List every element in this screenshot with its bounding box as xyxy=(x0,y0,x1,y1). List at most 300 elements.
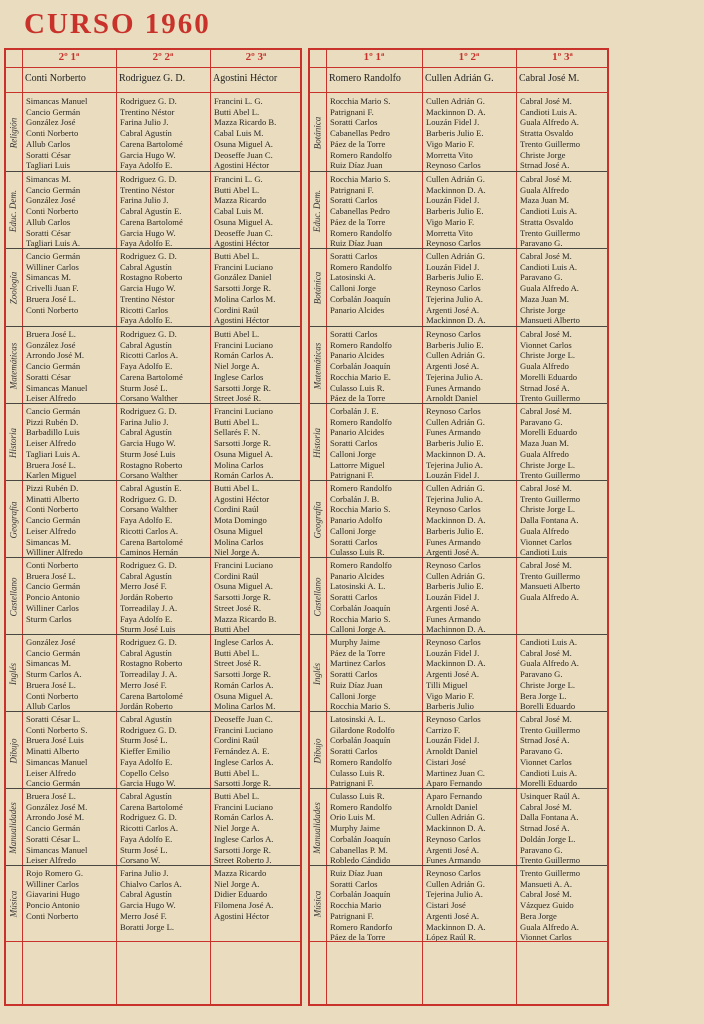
student-name: Cancio Germán xyxy=(26,106,81,117)
student-name: Francini L. G. xyxy=(214,174,263,184)
student-name: Cabral Agustín xyxy=(120,791,172,801)
student-name: Trento Guillermo xyxy=(520,470,581,481)
student-name: Sturm José Luis xyxy=(120,624,176,635)
subject-name: Geografía xyxy=(312,501,322,538)
student-name: Butti Abel L. xyxy=(214,184,260,195)
student-name: Butti Abel L. xyxy=(214,329,260,339)
student-name: Trento Guillermo xyxy=(520,868,581,878)
student-name: Cabral Agustín xyxy=(120,128,172,139)
student-name: Cabral Agustín E. xyxy=(120,206,182,217)
student-name: Reynoso Carlos xyxy=(426,637,481,647)
student-name: Soratti Carlos xyxy=(330,195,378,206)
student-name: Louzán Fidel J. xyxy=(426,647,480,658)
student-name: Orio Luis M. xyxy=(330,812,376,823)
student-name: Jordán Roberto xyxy=(120,592,173,603)
student-name: Farina Julio J. xyxy=(120,416,169,427)
student-name: Rodriguez G. D. xyxy=(120,724,177,735)
student-name: Barberis Julio E. xyxy=(426,128,484,139)
student-name: Rocchia Mario S. xyxy=(330,96,391,106)
student-name: Cabral Agustín xyxy=(120,889,172,900)
student-name: Louzán Fidel J. xyxy=(426,735,480,746)
student-name: Rodriguez G. D. xyxy=(120,812,177,823)
student-name: Cistari José xyxy=(426,756,466,767)
student-name: Agostini Héctor xyxy=(214,238,270,249)
student-list-cell xyxy=(326,866,422,942)
student-name: Candioti Luis xyxy=(520,547,568,558)
subject-label xyxy=(4,866,22,942)
student-list-cell xyxy=(210,712,302,789)
subject-label xyxy=(308,712,326,789)
student-name: Rocchia Mario S. xyxy=(330,701,391,712)
subject-label xyxy=(4,635,22,712)
student-name: Faya Adolfo E. xyxy=(120,613,173,624)
student-name: Stratta Osvaldo xyxy=(520,128,574,139)
student-name: Cullen Adrián G. xyxy=(426,416,485,427)
student-name: Funes Armando xyxy=(426,536,481,547)
student-name: Latosinski A. L. xyxy=(330,714,386,724)
student-name: Murphy Jaime xyxy=(330,637,380,647)
student-name: Louzán Fidel J. xyxy=(426,117,480,128)
subject-name: Geografía xyxy=(8,501,18,538)
student-name: Reynoso Carlos xyxy=(426,283,481,294)
student-name: Niel Jorge A. xyxy=(214,823,260,834)
student-name: Romero Randolfo xyxy=(330,560,392,570)
student-name: Niel Jorge A. xyxy=(214,361,260,372)
student-name: Vionnet Carlos xyxy=(520,932,572,942)
student-name: Bruera José L. xyxy=(26,791,76,801)
student-name: Francini Luciano xyxy=(214,339,273,350)
subject-name: Música xyxy=(8,890,18,918)
student-name: Maza Juan M. xyxy=(520,195,569,206)
student-name: Calloni Jorge xyxy=(330,525,376,536)
student-name: Cabral Agustín xyxy=(120,714,172,724)
student-name: Osuna Miguel A. xyxy=(214,690,273,701)
student-name: Street José R. xyxy=(214,658,262,669)
student-list-cell xyxy=(210,172,302,249)
student-list-cell xyxy=(422,327,516,404)
student-name: Cabral José M. xyxy=(520,96,572,106)
student-name: Vigo Mario F. xyxy=(426,690,475,701)
student-name: Conti Norberto xyxy=(26,560,79,570)
student-name: Aparo Fernando xyxy=(426,778,483,789)
student-name: Strnad José A. xyxy=(520,823,570,834)
student-name: Tagliari Luis A. xyxy=(26,448,81,459)
student-name: Faya Adolfo E. xyxy=(120,238,173,249)
column-header-grade: 2º 3ª xyxy=(245,51,267,63)
subject-label xyxy=(4,94,22,172)
student-name: Francini Luciano xyxy=(214,724,273,735)
student-list-cell xyxy=(326,635,422,712)
student-name: Sarsotti Jorge R. xyxy=(214,283,271,294)
student-name: González José xyxy=(26,637,76,647)
student-name: Cancio Germán xyxy=(26,515,81,526)
student-name: Crivelli Juan F. xyxy=(26,283,79,294)
student-name: Faya Adolfo E. xyxy=(120,315,173,326)
column-teacher-name: Cabral José M. xyxy=(519,73,580,84)
student-name: Stratta Osvaldo xyxy=(520,216,574,227)
row-rule xyxy=(308,941,609,942)
student-list-cell xyxy=(210,249,302,327)
student-name: Corbalán Joaquín xyxy=(330,602,391,613)
student-name: Soratti Carlos xyxy=(330,592,378,603)
student-name: Conti Norberto S. xyxy=(26,724,88,735)
student-list-cell xyxy=(22,558,116,635)
student-name: Butti Abel L. xyxy=(214,647,260,658)
student-name: Rocchia Mario S. xyxy=(330,613,391,624)
student-name: Strnad José A. xyxy=(520,160,570,171)
student-name: Romero Randolfo xyxy=(330,227,392,238)
student-name: Rodriguez G. D. xyxy=(120,493,177,504)
student-name: Soratti Carlos xyxy=(330,117,378,128)
student-list-cell xyxy=(210,404,302,481)
student-name: Cordini Raúl xyxy=(214,570,259,581)
student-name: Sarsotti Jorge R. xyxy=(214,778,271,789)
student-name: Inglese Carlos A. xyxy=(214,637,274,647)
student-name: Soratti César L. xyxy=(26,833,81,844)
student-name: Maza Juan M. xyxy=(520,438,569,449)
student-name: Tagliari Luis A. xyxy=(26,238,81,249)
student-name: Román Carlos A. xyxy=(214,679,274,690)
student-name: Patrignani F. xyxy=(330,184,374,195)
student-name: Farina Julio J. xyxy=(120,868,169,878)
student-name: Corbalán Joaquín xyxy=(330,833,391,844)
student-name: Conti Norberto xyxy=(26,690,79,701)
student-name: Cancio Germán xyxy=(26,184,81,195)
student-name: Street Roberto J. xyxy=(214,855,272,866)
student-name: Candioti Luis A. xyxy=(520,261,578,272)
student-name: Tejerina Julio A. xyxy=(426,889,483,900)
subject-label xyxy=(308,404,326,481)
student-name: Cabal Luis M. xyxy=(214,128,264,139)
student-name: Strnad José A. xyxy=(520,735,570,746)
student-name: Patrignani F. xyxy=(330,910,374,921)
student-name: Romero Randolfo xyxy=(330,261,392,272)
student-name: Dalla Fontana A. xyxy=(520,515,579,526)
student-name: Rodriguez G. D. xyxy=(120,329,177,339)
student-name: Rocchia Mario S. xyxy=(330,174,391,184)
subject-name: Castellano xyxy=(312,576,323,617)
student-name: Arrondo José M. xyxy=(26,350,85,361)
student-name: Cancio Germán xyxy=(26,778,81,789)
student-list-cell xyxy=(210,558,302,635)
subject-label xyxy=(308,94,326,172)
student-name: Christe Jorge xyxy=(520,149,566,160)
student-name: Barberis Julio E. xyxy=(426,206,484,217)
student-name: Ricotti Carlos A. xyxy=(120,525,179,536)
student-name: Mazza Ricardo xyxy=(214,195,267,206)
student-name: Fernández A. E. xyxy=(214,746,270,757)
student-name: Leiser Alfredo xyxy=(26,438,76,449)
subject-name: Historia xyxy=(312,427,323,458)
student-name: Sturm José L. xyxy=(120,382,168,393)
student-name: Páez de la Torre xyxy=(330,647,386,658)
student-name: Agostini Héctor xyxy=(214,315,270,326)
student-name: Deoseffe Juan C. xyxy=(214,149,273,160)
student-name: Garcia Hugo W. xyxy=(120,283,176,294)
student-name: Machinnon D. A. xyxy=(426,624,486,635)
student-name: Ruiz Díaz Juan xyxy=(330,160,383,171)
student-name: Soratti Carlos xyxy=(330,746,378,757)
student-name: Cullen Adrián G. xyxy=(426,483,485,493)
column-header-grade: 2º 1ª xyxy=(58,51,80,63)
student-name: Funes Armando xyxy=(426,427,481,438)
student-name: Minatti Alberto xyxy=(26,746,80,757)
student-list-cell xyxy=(326,327,422,404)
subject-label xyxy=(308,327,326,404)
student-name: Bera Jorge xyxy=(520,910,557,921)
page-title: CURSO 1960 xyxy=(24,8,211,40)
subject-name: Inglés xyxy=(8,662,18,685)
student-name: Carena Bartolomé xyxy=(120,216,183,227)
student-name: Sarsotti Jorge R. xyxy=(214,438,271,449)
student-name: Patrignani F. xyxy=(330,778,374,789)
student-name: Corsano Walther xyxy=(120,393,178,404)
student-name: Cancio Germán xyxy=(26,406,81,416)
student-name: Francini L. G. xyxy=(214,96,263,106)
student-name: Trentino Néstor xyxy=(120,106,175,117)
subject-label xyxy=(308,635,326,712)
student-name: Louzán Fidel J. xyxy=(426,195,480,206)
student-name: Simancas M. xyxy=(26,658,71,669)
student-name: Conti Norberto xyxy=(26,128,79,139)
student-name: Boratti Jorge L. xyxy=(120,921,175,932)
student-name: Rodriguez G. D. xyxy=(120,637,177,647)
student-name: Louzán Fidel J. xyxy=(426,470,480,481)
column-teacher-name: Agostini Héctor xyxy=(213,73,278,84)
student-name: Deoseffe Juan C. xyxy=(214,227,273,238)
student-name: Mazza Ricardo B. xyxy=(214,117,277,128)
student-name: Tagliari Luis xyxy=(26,160,71,171)
student-name: Garcia Hugo W. xyxy=(120,900,176,911)
student-name: Tejerina Julio A. xyxy=(426,493,483,504)
subject-name: Dibujo xyxy=(312,737,323,764)
column-header-grade: 1º 1ª xyxy=(363,51,385,63)
student-name: Pizzi Rubén D. xyxy=(26,483,79,493)
subject-name: Manualidades xyxy=(312,801,322,854)
student-name: Murphy Jaime xyxy=(330,823,380,834)
student-name: Rocchia Mario xyxy=(330,900,382,911)
column-header-grade: 1º 3ª xyxy=(552,51,573,63)
column-teacher-name: Romero Randolfo xyxy=(329,73,401,84)
student-name: Páez de la Torre xyxy=(330,138,386,149)
student-name: Faya Adolfo E. xyxy=(120,756,173,767)
student-name: Guala Alfredo xyxy=(520,525,569,536)
student-list-cell xyxy=(116,712,210,789)
student-name: Caminos Hernán xyxy=(120,547,178,558)
header-rule xyxy=(4,67,302,68)
student-name: Chialvo Carlos A. xyxy=(120,878,182,889)
student-list-cell xyxy=(210,94,302,172)
student-name: Corbalán Joaquín xyxy=(330,361,391,372)
header-rule xyxy=(4,92,302,93)
student-name: Rojo Romero G. xyxy=(26,868,84,878)
student-name: Argenti José A. xyxy=(426,547,480,558)
student-name: Cabral Agustín xyxy=(120,427,172,438)
student-name: Borelli Eduardo xyxy=(520,701,576,712)
student-name: Reynoso Carlos xyxy=(426,560,481,570)
student-name: Butti Abel L. xyxy=(214,251,260,261)
student-name: Romero Randolfo xyxy=(330,149,392,160)
student-name: Jordán Roberto xyxy=(120,701,173,712)
student-name: Allub Carlos xyxy=(26,138,71,149)
subject-name: Matemáticas xyxy=(8,342,18,389)
student-name: Bruera José L. xyxy=(26,293,76,304)
student-name: Strnad José A. xyxy=(520,382,570,393)
student-name: Bruera José Luis xyxy=(26,735,84,746)
student-name: Soratti Carlos xyxy=(330,536,378,547)
student-name: Morretta Vito xyxy=(426,227,473,238)
student-name: Cabral José M. xyxy=(520,889,572,900)
student-name: Usinquer Raúl A. xyxy=(520,791,580,801)
student-name: Carena Bartolomé xyxy=(120,536,183,547)
student-name: Garcia Hugo W. xyxy=(120,227,176,238)
student-list-cell xyxy=(116,481,210,558)
subject-label xyxy=(308,249,326,327)
student-name: Soratti Carlos xyxy=(330,329,378,339)
student-name: Romero Randolfo xyxy=(330,416,392,427)
student-name: Torreadilay J. A. xyxy=(120,669,178,680)
student-name: Guala Alfredo A. xyxy=(520,921,579,932)
student-list-cell xyxy=(116,558,210,635)
student-name: Cabral José M. xyxy=(520,251,572,261)
student-name: Carena Bartolomé xyxy=(120,371,183,382)
student-name: Cabanellas Pedro xyxy=(330,206,390,217)
student-name: Sarsotti Jorge R. xyxy=(214,844,271,855)
student-name: Cabral José M. xyxy=(520,329,572,339)
student-list-cell xyxy=(210,635,302,712)
subject-name: Inglés xyxy=(312,662,322,685)
student-name: Barberis Julio E. xyxy=(426,339,484,350)
student-name: Vionnet Carlos xyxy=(520,536,572,547)
column-header-grade: 2º 2ª xyxy=(152,51,174,63)
student-name: Argenti José A. xyxy=(426,602,480,613)
subject-name: Educ. Dem. xyxy=(8,189,18,232)
student-name: Deoseffe Juan C. xyxy=(214,714,273,724)
student-list-cell xyxy=(326,558,422,635)
student-name: Cordini Raúl xyxy=(214,735,259,746)
student-name: Cancio Germán xyxy=(26,251,81,261)
student-list-cell xyxy=(22,635,116,712)
student-name: Guala Alfredo xyxy=(520,184,569,195)
student-list-cell xyxy=(422,789,516,866)
student-name: Karlen Miguel xyxy=(26,470,77,481)
student-name: González Daniel xyxy=(214,272,272,283)
student-name: Cabanellas Pedro xyxy=(330,128,390,139)
student-name: Mackinnon D. A. xyxy=(426,823,486,834)
student-name: Calloni Jorge xyxy=(330,448,376,459)
student-name: Guala Alfredo A. xyxy=(520,658,579,669)
student-name: Reynoso Carlos xyxy=(426,238,481,249)
student-name: Morelli Eduardo xyxy=(520,778,578,789)
student-name: Conti Norberto xyxy=(26,304,79,315)
subject-label xyxy=(308,558,326,635)
student-name: Osuna Miguel A. xyxy=(214,448,273,459)
student-name: Leiser Alfredo xyxy=(26,767,76,778)
student-name: Reynoso Carlos xyxy=(426,868,481,878)
student-list-cell xyxy=(210,866,302,942)
student-list-cell xyxy=(116,249,210,327)
student-name: Christe Jorge L. xyxy=(520,459,575,470)
student-name: Inglese Carlos xyxy=(214,371,264,382)
student-name: Soratti Carlos xyxy=(330,669,378,680)
student-name: Merro José F. xyxy=(120,910,167,921)
student-name: Argenti José A. xyxy=(426,910,480,921)
student-list-cell xyxy=(516,481,609,558)
student-name: Paravano G. xyxy=(520,238,563,249)
student-name: Soratti César xyxy=(26,227,71,238)
student-name: Agostini Héctor xyxy=(214,910,270,921)
student-list-cell xyxy=(326,94,422,172)
student-list-cell xyxy=(422,635,516,712)
student-name: Bruera José L. xyxy=(26,570,76,581)
student-name: Conti Norberto xyxy=(26,206,79,217)
student-list-cell xyxy=(210,481,302,558)
student-list-cell xyxy=(516,172,609,249)
student-name: Sturm José L. xyxy=(120,735,168,746)
student-name: Paravano G. xyxy=(520,844,563,855)
student-name: Corsano W. xyxy=(120,855,161,866)
student-list-cell xyxy=(22,404,116,481)
student-name: Cullen Adrián G. xyxy=(426,570,485,581)
student-name: Rocchia Mario S. xyxy=(330,504,391,515)
student-name: Bera Jorge L. xyxy=(520,690,567,701)
student-name: Sarsotti Jorge R. xyxy=(214,382,271,393)
student-name: Cabral Agustín xyxy=(120,647,172,658)
student-list-cell xyxy=(516,866,609,942)
student-name: Cistari José xyxy=(426,900,466,911)
subject-name: Zoología xyxy=(8,271,19,305)
student-name: Cullen Adrián G. xyxy=(426,174,485,184)
student-name: Rostagno Roberto xyxy=(120,459,183,470)
student-name: Reynoso Carlos xyxy=(426,329,481,339)
student-name: Cullen Adrián G. xyxy=(426,251,485,261)
student-name: Gilardone Rodolfo xyxy=(330,724,395,735)
student-name: Arnoldt Daniel xyxy=(426,746,478,757)
student-list-cell xyxy=(516,249,609,327)
student-name: Molina Carlos M. xyxy=(214,701,276,712)
student-name: Martinez Juan C. xyxy=(426,767,485,778)
subject-label xyxy=(4,249,22,327)
student-name: Argenti José A. xyxy=(426,669,480,680)
student-name: Francini Luciano xyxy=(214,261,273,272)
student-name: Latosinski A. L. xyxy=(330,581,386,592)
row-rule xyxy=(4,941,302,942)
student-name: González José xyxy=(26,117,76,128)
student-name: Carena Bartolomé xyxy=(120,690,183,701)
student-name: Louzán Fidel J. xyxy=(426,592,480,603)
student-name: Rodriguez G. D. xyxy=(120,174,177,184)
student-list-cell xyxy=(516,635,609,712)
student-name: Faya Adolfo E. xyxy=(120,833,173,844)
student-name: Calloni Jorge xyxy=(330,283,376,294)
student-name: Rodriguez G. D. xyxy=(120,406,177,416)
student-name: Culasso Luis R. xyxy=(330,547,385,558)
student-name: Romero Randolfo xyxy=(330,339,392,350)
student-name: Butti Abel xyxy=(214,624,250,635)
student-name: Soratti César L. xyxy=(26,714,81,724)
student-name: Sturm Carlos xyxy=(26,613,72,624)
student-list-cell xyxy=(22,866,116,942)
student-name: Tejerina Julio A. xyxy=(426,293,483,304)
student-name: Guala Alfredo A. xyxy=(520,283,579,294)
student-name: Ruiz Díaz Juan xyxy=(330,868,383,878)
student-name: Cancio Germán xyxy=(26,823,81,834)
student-name: Cabral Agustín E. xyxy=(120,483,182,493)
student-name: Didier Eduardo xyxy=(214,889,268,900)
student-name: Rocchia Mario E. xyxy=(330,371,391,382)
student-name: Filomena José A. xyxy=(214,900,274,911)
student-list-cell xyxy=(22,481,116,558)
